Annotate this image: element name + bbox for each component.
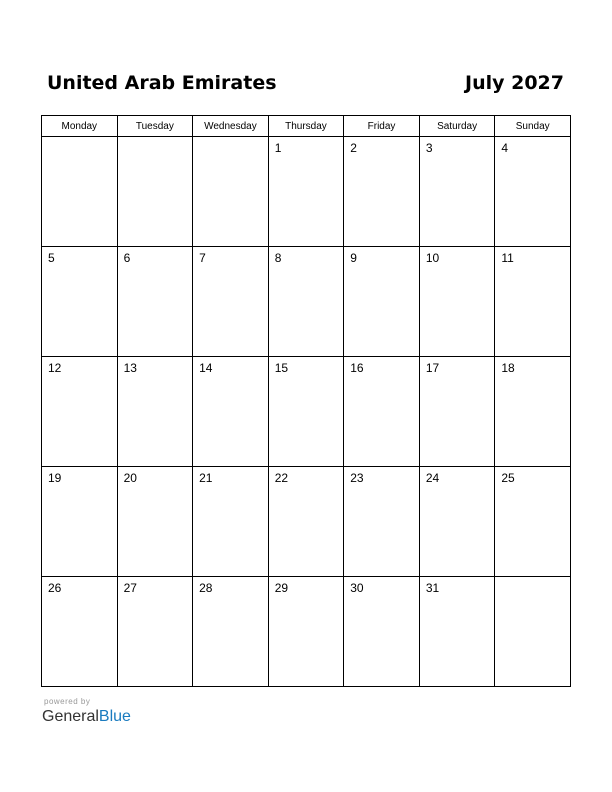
day-number: 28	[199, 581, 213, 595]
day-number: 8	[274, 251, 282, 265]
day-cell	[268, 247, 344, 357]
day-cell	[42, 467, 118, 577]
day-number: 14	[199, 361, 213, 375]
brand-blue-text: Blue	[98, 708, 131, 725]
day-cell	[344, 137, 420, 247]
day-cell	[344, 247, 420, 357]
day-cell	[495, 357, 571, 467]
day-number: 3	[425, 141, 433, 155]
day-cell	[344, 577, 420, 687]
day-cell	[344, 357, 420, 467]
day-cell	[419, 467, 495, 577]
country-title: United Arab Emirates	[47, 72, 277, 94]
day-cell	[419, 577, 495, 687]
day-cell	[42, 247, 118, 357]
day-number	[118, 137, 193, 141]
day-number: 10	[425, 251, 440, 265]
day-cell	[117, 137, 193, 247]
day-number: 30	[350, 581, 364, 595]
day-cell	[193, 247, 269, 357]
weekday-header: Monday	[42, 116, 118, 137]
day-number: 2	[350, 141, 357, 155]
day-cell	[419, 247, 495, 357]
day-number: 27	[123, 581, 137, 595]
day-number: 26	[48, 581, 62, 595]
calendar-grid	[41, 115, 571, 687]
day-cell	[193, 357, 269, 467]
day-number: 5	[48, 251, 55, 265]
weekday-header-row	[42, 116, 571, 137]
day-number: 31	[425, 581, 440, 595]
day-cell	[495, 137, 571, 247]
day-number: 6	[123, 251, 131, 265]
week-row	[42, 467, 571, 577]
day-number: 23	[350, 471, 364, 485]
day-number: 15	[274, 361, 289, 375]
day-number	[193, 137, 268, 141]
day-cell	[117, 247, 193, 357]
day-number: 20	[123, 471, 137, 485]
day-number: 29	[274, 581, 289, 595]
day-cell	[42, 357, 118, 467]
day-number: 17	[425, 361, 440, 375]
weekday-header: Saturday	[419, 116, 495, 137]
weekday-header: Friday	[344, 116, 420, 137]
day-cell	[117, 357, 193, 467]
day-cell	[193, 467, 269, 577]
powered-by-text: powered by	[44, 697, 91, 706]
month-year-title: July 2027	[465, 72, 564, 94]
day-number	[42, 137, 117, 141]
day-number: 21	[199, 471, 213, 485]
day-number: 18	[501, 361, 515, 375]
week-row	[42, 357, 571, 467]
weekday-header: Sunday	[495, 116, 571, 137]
day-number: 9	[350, 251, 357, 265]
weekday-header: Thursday	[268, 116, 344, 137]
day-cell	[42, 137, 118, 247]
day-number: 12	[48, 361, 62, 375]
day-cell	[419, 137, 495, 247]
day-cell	[117, 467, 193, 577]
day-number: 24	[425, 471, 440, 485]
day-number: 7	[199, 251, 206, 265]
day-number: 25	[501, 471, 515, 485]
weekday-header: Wednesday	[193, 116, 269, 137]
week-row	[42, 137, 571, 247]
brand-logo[interactable]	[42, 708, 131, 726]
brand-general-text: General	[42, 708, 99, 725]
day-cell	[193, 137, 269, 247]
day-cell	[495, 247, 571, 357]
day-number: 19	[48, 471, 62, 485]
day-cell	[495, 467, 571, 577]
day-number: 4	[501, 141, 509, 155]
day-cell	[42, 577, 118, 687]
day-cell	[193, 577, 269, 687]
day-cell	[268, 137, 344, 247]
weekday-header: Tuesday	[117, 116, 193, 137]
day-cell	[117, 577, 193, 687]
day-number: 11	[501, 251, 514, 265]
day-cell	[268, 467, 344, 577]
day-cell	[268, 577, 344, 687]
week-row	[42, 247, 571, 357]
day-cell	[344, 467, 420, 577]
day-number: 13	[123, 361, 137, 375]
week-row	[42, 577, 571, 687]
day-cell	[268, 357, 344, 467]
day-number: 1	[274, 141, 282, 155]
day-number: 22	[274, 471, 289, 485]
day-cell	[495, 577, 571, 687]
day-number: 16	[350, 361, 364, 375]
day-number	[495, 577, 570, 581]
day-cell	[419, 357, 495, 467]
